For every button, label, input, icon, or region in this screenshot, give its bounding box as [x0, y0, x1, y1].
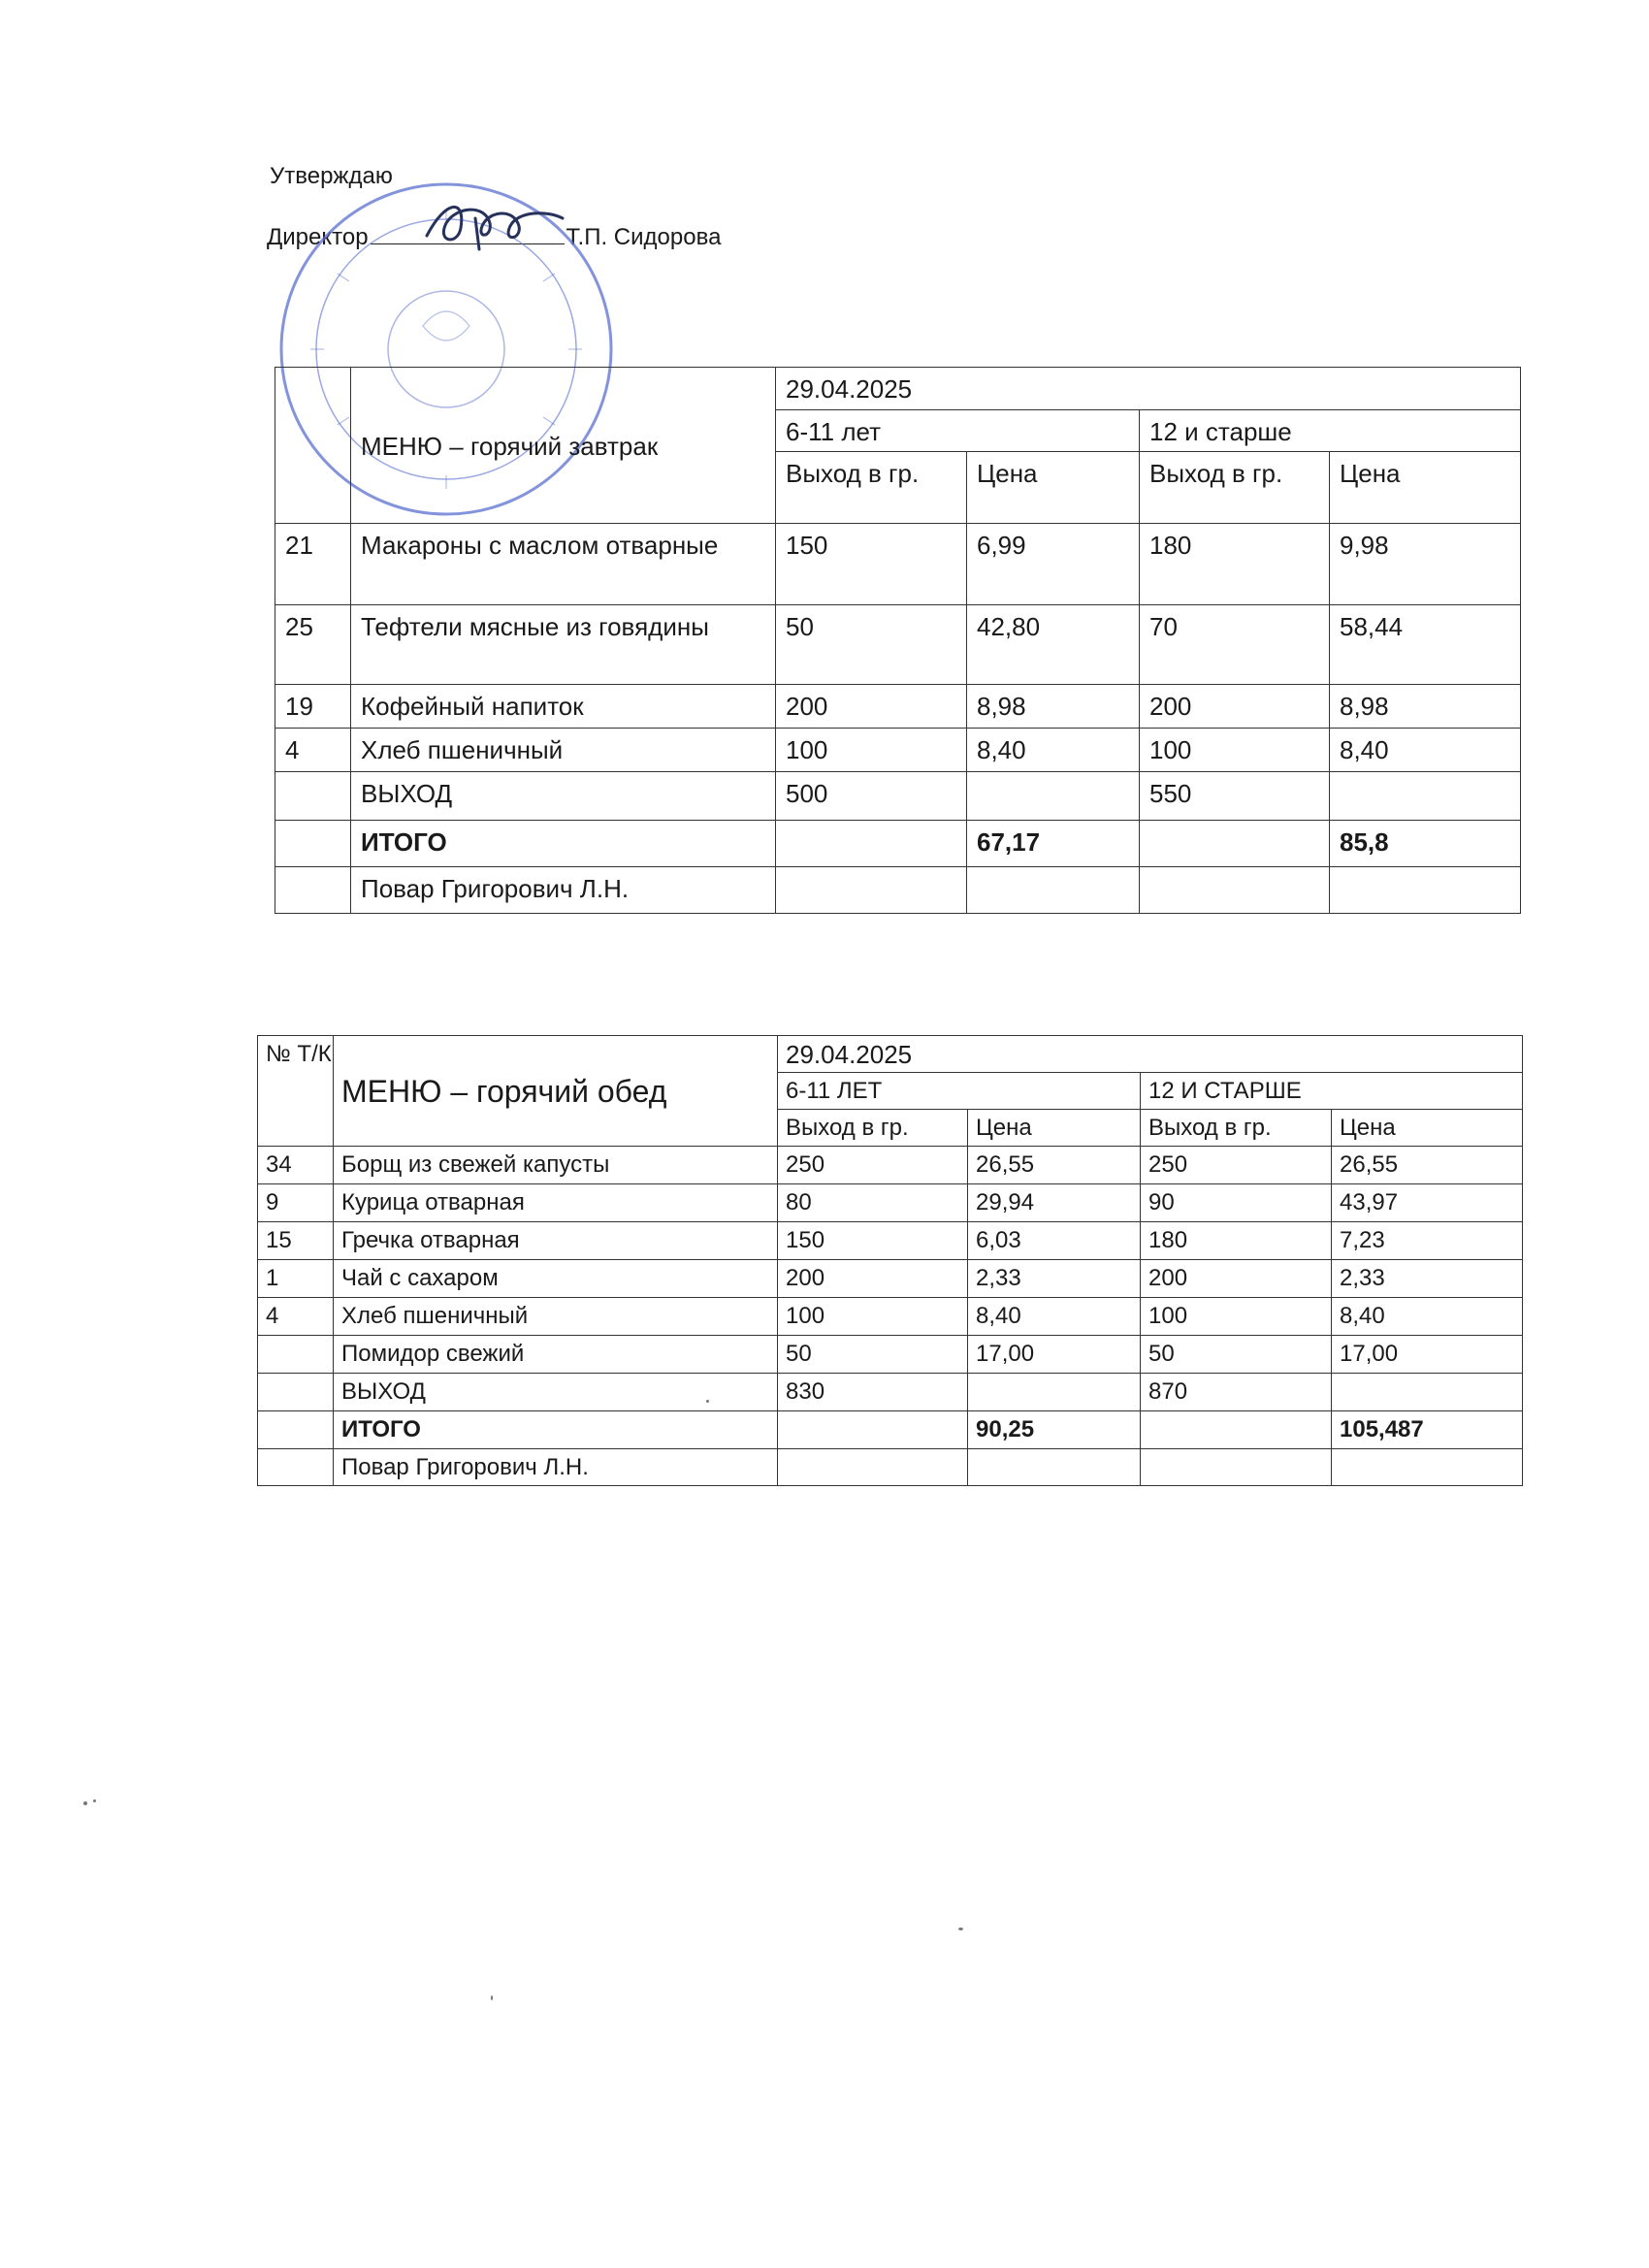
dish-name: Хлеб пшеничный [334, 1298, 778, 1336]
row-number: 1 [258, 1260, 334, 1298]
table-row [258, 1222, 1523, 1260]
table-row [258, 1260, 1523, 1298]
cell-value: 200 [1141, 1260, 1332, 1298]
cell-value: 250 [1141, 1147, 1332, 1184]
row-number: 25 [275, 604, 351, 684]
cell-value: 200 [776, 684, 967, 728]
row-number [258, 1411, 334, 1449]
cell-value: 6,99 [967, 523, 1140, 604]
cell-value [1332, 1449, 1523, 1486]
cell-value: 100 [778, 1298, 968, 1336]
scan-speck [706, 1400, 709, 1403]
scan-speck [958, 1928, 963, 1930]
table-header-row [258, 1036, 1523, 1073]
table-row [258, 1184, 1523, 1222]
cell-value [1332, 1374, 1523, 1411]
cell-value: 90 [1141, 1184, 1332, 1222]
dish-name: Тефтели мясные из говядины [351, 604, 776, 684]
cell-value: 100 [1140, 728, 1330, 771]
cell-value: 250 [778, 1147, 968, 1184]
cell-value [1140, 866, 1330, 913]
cell-value: 8,40 [967, 728, 1140, 771]
cell-value: 9,98 [1330, 523, 1521, 604]
cell-value [1330, 771, 1521, 820]
cell-value [778, 1449, 968, 1486]
num-header-cell: № Т/К [258, 1036, 334, 1147]
cell-value: 105,487 [1332, 1411, 1523, 1449]
cell-value: 8,40 [1330, 728, 1521, 771]
cell-value [967, 771, 1140, 820]
signature-line [371, 222, 565, 244]
subheader-cell: Цена [1332, 1110, 1523, 1147]
row-number: 15 [258, 1222, 334, 1260]
subheader-cell: Цена [1330, 451, 1521, 523]
cell-value: 100 [1141, 1298, 1332, 1336]
num-header-cell [275, 368, 351, 524]
row-number [275, 866, 351, 913]
cell-value: 80 [778, 1184, 968, 1222]
cell-value: 500 [776, 771, 967, 820]
table-row [258, 1298, 1523, 1336]
dish-name: Кофейный напиток [351, 684, 776, 728]
dish-name: ВЫХОД [351, 771, 776, 820]
cook-name: Повар Григорович Л.Н. [334, 1449, 778, 1486]
lunch-title: МЕНЮ – горячий обед [334, 1036, 778, 1147]
cell-value [776, 866, 967, 913]
director-role: Директор [267, 224, 369, 250]
cell-value: 100 [776, 728, 967, 771]
table-header-row [275, 368, 1521, 410]
row-number [275, 771, 351, 820]
breakfast-title: МЕНЮ – горячий завтрак [351, 368, 776, 524]
cell-value: 2,33 [968, 1260, 1141, 1298]
table-row [275, 604, 1521, 684]
subheader-cell: Выход в гр. [1141, 1110, 1332, 1147]
dish-name: Чай с сахаром [334, 1260, 778, 1298]
cell-value: 180 [1141, 1222, 1332, 1260]
cell-value: 6,03 [968, 1222, 1141, 1260]
table-row [258, 1411, 1523, 1449]
row-number [258, 1374, 334, 1411]
cell-value: 50 [1141, 1336, 1332, 1374]
cell-value: 870 [1141, 1374, 1332, 1411]
breakfast-date: 29.04.2025 [776, 368, 1521, 410]
dish-name: Макароны с маслом отварные [351, 523, 776, 604]
cell-value: 200 [778, 1260, 968, 1298]
subheader-cell: Выход в гр. [1140, 451, 1330, 523]
table-row [275, 820, 1521, 866]
lunch-menu-table [257, 1035, 1523, 1486]
group-6-11: 6-11 лет [776, 410, 1140, 452]
cell-value: 17,00 [968, 1336, 1141, 1374]
dish-name: ВЫХОД [334, 1374, 778, 1411]
row-number: 4 [275, 728, 351, 771]
cell-value [776, 820, 967, 866]
group-6-11: 6-11 ЛЕТ [778, 1073, 1141, 1110]
subheader-cell: Цена [968, 1110, 1141, 1147]
dish-name: Курица отварная [334, 1184, 778, 1222]
cell-value: 150 [776, 523, 967, 604]
subheader-cell: Цена [967, 451, 1140, 523]
subheader-cell: Выход в гр. [778, 1110, 968, 1147]
table-row [258, 1449, 1523, 1486]
cell-value: 42,80 [967, 604, 1140, 684]
cell-value: 200 [1140, 684, 1330, 728]
dish-name: Борщ из свежей капусты [334, 1147, 778, 1184]
row-number: 19 [275, 684, 351, 728]
cook-name: Повар Григорович Л.Н. [351, 866, 776, 913]
row-number: 21 [275, 523, 351, 604]
cell-value [1141, 1411, 1332, 1449]
lunch-date: 29.04.2025 [778, 1036, 1523, 1073]
cell-value: 8,40 [968, 1298, 1141, 1336]
cell-value [968, 1374, 1141, 1411]
dish-name: Помидор свежий [334, 1336, 778, 1374]
scan-speck [83, 1801, 87, 1805]
cell-value: 180 [1140, 523, 1330, 604]
table-row [275, 728, 1521, 771]
scan-speck [93, 1799, 96, 1802]
cell-value: 50 [778, 1336, 968, 1374]
cell-value [1330, 866, 1521, 913]
cell-value [778, 1411, 968, 1449]
cell-value: 2,33 [1332, 1260, 1523, 1298]
cell-value: 17,00 [1332, 1336, 1523, 1374]
table-row [258, 1147, 1523, 1184]
cell-value: 150 [778, 1222, 968, 1260]
table-row [258, 1336, 1523, 1374]
cell-value [968, 1449, 1141, 1486]
dish-name: Гречка отварная [334, 1222, 778, 1260]
director-line [267, 222, 721, 252]
approval-block [267, 163, 722, 250]
cell-value: 26,55 [1332, 1147, 1523, 1184]
table-row [275, 523, 1521, 604]
cell-value [1141, 1449, 1332, 1486]
cell-value: 830 [778, 1374, 968, 1411]
director-name: Т.П. Сидорова [566, 224, 722, 250]
cell-value [1140, 820, 1330, 866]
cell-value: 58,44 [1330, 604, 1521, 684]
cell-value: 67,17 [967, 820, 1140, 866]
cell-value: 70 [1140, 604, 1330, 684]
row-number [258, 1336, 334, 1374]
row-number [275, 820, 351, 866]
cell-value: 550 [1140, 771, 1330, 820]
group-12-plus: 12 И СТАРШЕ [1141, 1073, 1523, 1110]
dish-name: Хлеб пшеничный [351, 728, 776, 771]
cell-value: 8,98 [1330, 684, 1521, 728]
dish-name: ИТОГО [351, 820, 776, 866]
row-number: 9 [258, 1184, 334, 1222]
cell-value: 29,94 [968, 1184, 1141, 1222]
row-number: 34 [258, 1147, 334, 1184]
cell-value: 50 [776, 604, 967, 684]
cell-value: 90,25 [968, 1411, 1141, 1449]
table-row [258, 1374, 1523, 1411]
cell-value: 85,8 [1330, 820, 1521, 866]
cell-value: 8,98 [967, 684, 1140, 728]
dish-name: ИТОГО [334, 1411, 778, 1449]
cell-value: 8,40 [1332, 1298, 1523, 1336]
cell-value [967, 866, 1140, 913]
cell-value: 26,55 [968, 1147, 1141, 1184]
table-row [275, 684, 1521, 728]
subheader-cell: Выход в гр. [776, 451, 967, 523]
approve-label: Утверждаю [270, 163, 393, 189]
scan-speck [491, 1995, 493, 2000]
breakfast-menu-table [275, 367, 1521, 914]
table-row [275, 866, 1521, 913]
row-number: 4 [258, 1298, 334, 1336]
group-12-plus: 12 и старше [1140, 410, 1521, 452]
table-row [275, 771, 1521, 820]
row-number [258, 1449, 334, 1486]
cell-value: 43,97 [1332, 1184, 1523, 1222]
cell-value: 7,23 [1332, 1222, 1523, 1260]
